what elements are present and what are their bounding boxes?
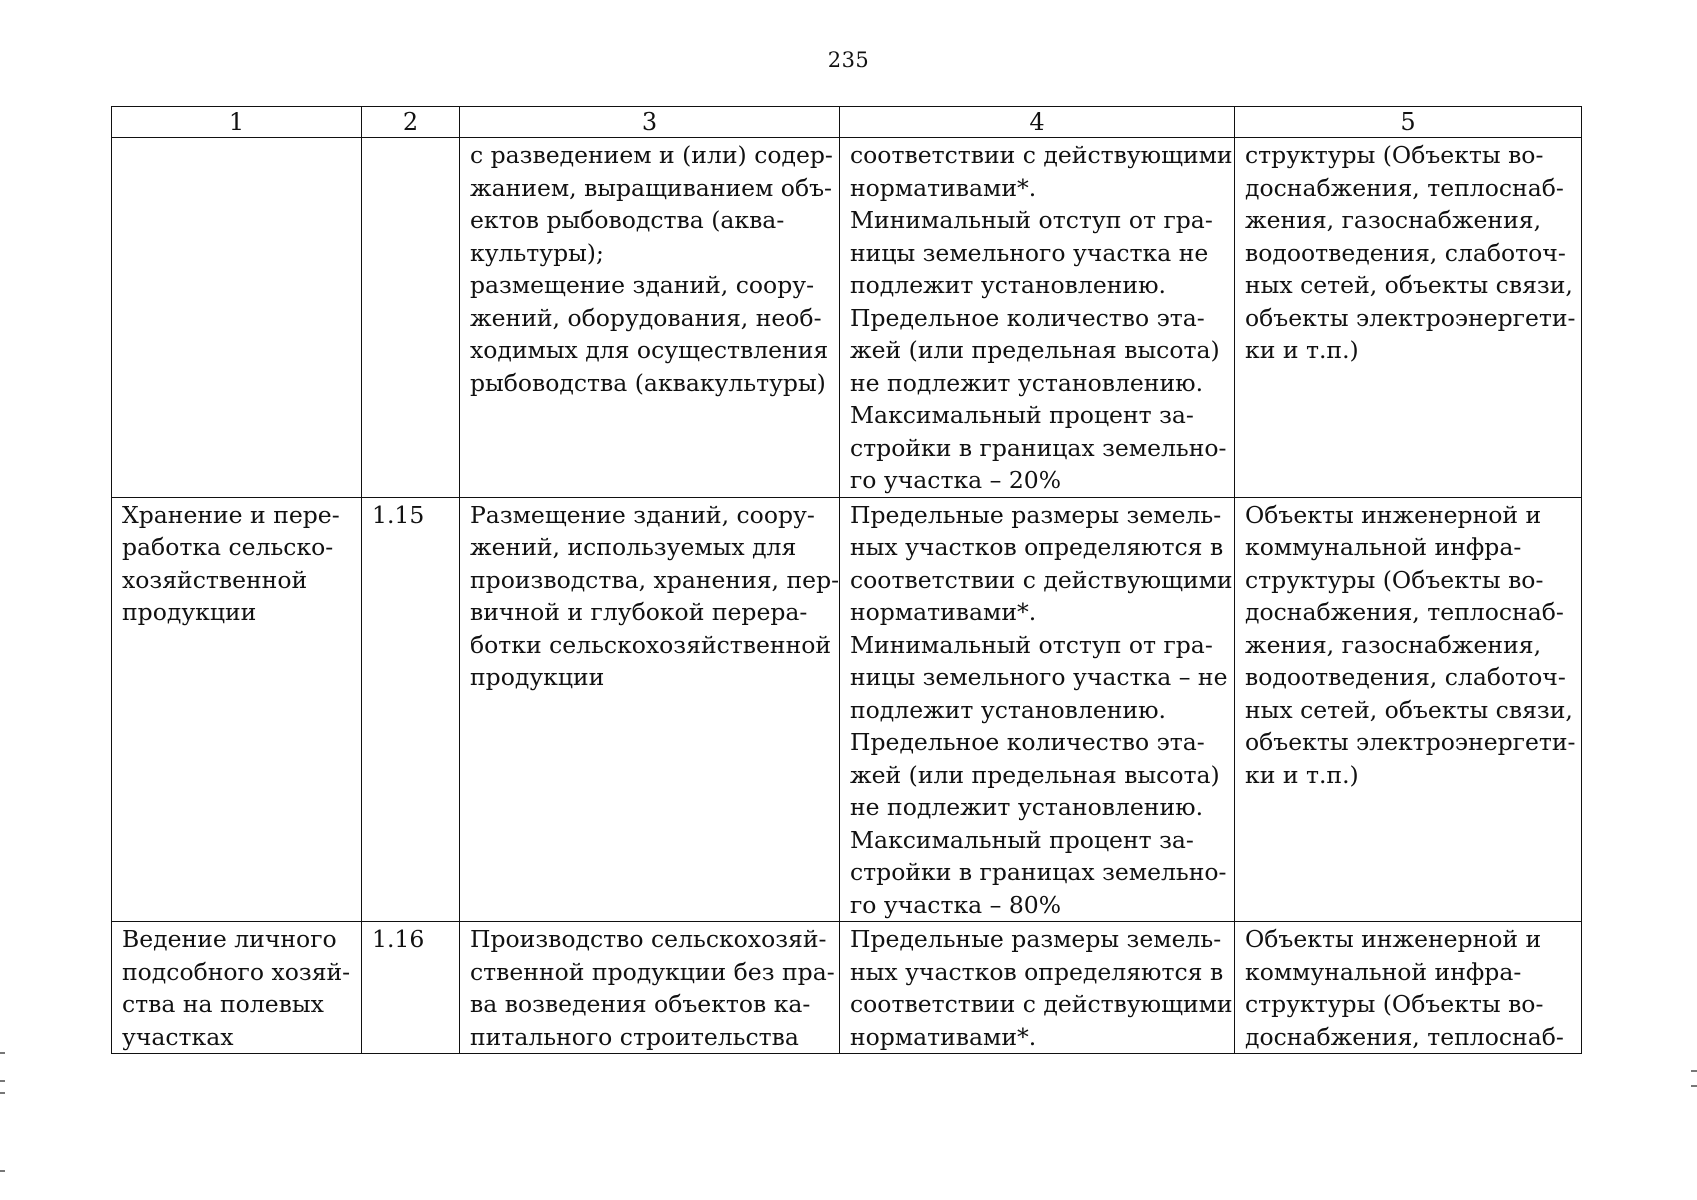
- cell-text-line: ных сетей, объекты связи,: [1245, 695, 1573, 724]
- column-header-2: 2: [362, 107, 460, 138]
- cell-text-line: стройки в границах земельно-: [850, 858, 1227, 886]
- cell-text-line: Объекты инженерной и: [1245, 925, 1542, 953]
- cell-text-line: го участка – 20%: [850, 466, 1062, 494]
- cell-text-line: хозяйственной: [122, 565, 308, 594]
- cell-text-line: ных участков определяются в: [850, 957, 1224, 986]
- cell-text-line: жения, газоснабжения,: [1245, 206, 1542, 234]
- column-header-4: 4: [840, 107, 1235, 138]
- cell-text-line: водоотведения, слаботоч-: [1245, 238, 1566, 267]
- scan-edge-mark: [0, 1170, 5, 1172]
- scan-edge-mark: [0, 1092, 5, 1094]
- cell-text-line: ки и т.п.): [1245, 760, 1359, 789]
- cell-text-line: Минимальный отступ от гра-: [850, 630, 1213, 659]
- cell-text-line: соответствии с действующими: [850, 990, 1233, 1018]
- cell-text-line: Предельные размеры земель-: [850, 925, 1222, 953]
- cell-text-line: коммунальной инфра-: [1245, 533, 1522, 561]
- cell-text-line: коммунальной инфра-: [1245, 957, 1522, 986]
- cell-text-line: с разведением и (или) содер-: [470, 141, 833, 169]
- cell-text-line: структуры (Объекты во-: [1245, 141, 1544, 169]
- table-row: [112, 922, 1582, 1054]
- cell-text-line: водоотведения, слаботоч-: [1245, 663, 1566, 691]
- cell-text-line: жений, оборудования, необ-: [470, 303, 822, 332]
- cell-text-line: не подлежит установлению.: [850, 368, 1204, 397]
- cell-text-line: ки и т.п.): [1245, 336, 1359, 364]
- cell-text-line: подлежит установлению.: [850, 271, 1166, 299]
- zoning-table: [111, 106, 1582, 1054]
- cell-text-line: Максимальный процент за-: [850, 401, 1194, 429]
- table-cell-col-4: [840, 922, 1235, 1054]
- table-cell-col-3: [460, 497, 840, 922]
- cell-text-line: ектов рыбоводства (аква-: [470, 206, 785, 234]
- cell-text-line: Максимальный процент за-: [850, 825, 1194, 854]
- cell-text-line: Предельное количество эта-: [850, 303, 1205, 332]
- cell-text-line: продукции: [470, 663, 605, 691]
- cell-text-line: рыбоводства (аквакультуры): [470, 368, 826, 397]
- cell-text-line: доснабжения, теплоснаб-: [1245, 1022, 1564, 1051]
- table-cell-col-1: [112, 922, 362, 1054]
- table-cell-col-2: [362, 497, 460, 922]
- scan-edge-mark: [1691, 1085, 1697, 1087]
- cell-text-line: Предельные размеры земель-: [850, 500, 1222, 529]
- cell-text-line: производства, хранения, пер-: [470, 565, 840, 594]
- cell-text-line: Производство сельскохозяй-: [470, 925, 827, 953]
- page-number: 235: [827, 48, 870, 72]
- cell-text-line: ных сетей, объекты связи,: [1245, 271, 1573, 299]
- table-row: [112, 138, 1582, 498]
- column-header-5: 5: [1235, 107, 1582, 138]
- cell-text-line: участках: [122, 1022, 234, 1051]
- column-header-1: 1: [112, 107, 362, 138]
- cell-text-line: объекты электроэнергети-: [1245, 728, 1576, 756]
- cell-text-line: нормативами*.: [850, 1022, 1037, 1051]
- cell-text-line: ницы земельного участка – не: [850, 663, 1228, 691]
- cell-text-line: Размещение зданий, соору-: [470, 500, 815, 529]
- cell-text-line: подлежит установлению.: [850, 695, 1166, 724]
- cell-text-line: доснабжения, теплоснаб-: [1245, 173, 1564, 202]
- cell-text-line: жей (или предельная высота): [850, 760, 1220, 789]
- cell-text-line: ства на полевых: [122, 990, 324, 1018]
- cell-text-line: Ведение личного: [122, 925, 337, 953]
- cell-text-line: 1.16: [372, 925, 425, 953]
- cell-text-line: ницы земельного участка не: [850, 238, 1209, 267]
- table-cell-col-3: [460, 138, 840, 498]
- cell-text-line: не подлежит установлению.: [850, 793, 1204, 821]
- cell-text-line: 1.15: [372, 500, 425, 529]
- column-header-3: 3: [460, 107, 840, 138]
- cell-text-line: ботки сельскохозяйственной: [470, 630, 832, 659]
- cell-text-line: стройки в границах земельно-: [850, 433, 1227, 462]
- table-cell-col-1: [112, 138, 362, 498]
- cell-text-line: Объекты инженерной и: [1245, 500, 1542, 529]
- table-cell-col-5: [1235, 922, 1582, 1054]
- cell-text-line: го участка – 80%: [850, 890, 1062, 919]
- table-cell-col-2: [362, 922, 460, 1054]
- cell-text-line: доснабжения, теплоснаб-: [1245, 598, 1564, 626]
- table-cell-col-3: [460, 922, 840, 1054]
- cell-text-line: подсобного хозяй-: [122, 957, 351, 986]
- table-cell-col-4: [840, 138, 1235, 498]
- table-cell-col-1: [112, 497, 362, 922]
- cell-text-line: структуры (Объекты во-: [1245, 565, 1544, 594]
- scan-edge-mark: [0, 1052, 5, 1054]
- cell-text-line: ва возведения объектов ка-: [470, 990, 811, 1018]
- cell-text-line: питального строительства: [470, 1022, 799, 1051]
- cell-text-line: нормативами*.: [850, 598, 1037, 626]
- cell-text-line: ходимых для осуществления: [470, 336, 829, 364]
- cell-text-line: соответствии с действующими: [850, 565, 1233, 594]
- cell-text-line: жей (или предельная высота): [850, 336, 1220, 364]
- cell-text-line: Предельное количество эта-: [850, 728, 1205, 756]
- cell-text-line: жанием, выращиванием объ-: [470, 173, 832, 202]
- cell-text-line: объекты электроэнергети-: [1245, 303, 1576, 332]
- cell-text-line: жений, используемых для: [470, 533, 797, 561]
- cell-text-line: структуры (Объекты во-: [1245, 990, 1544, 1018]
- cell-text-line: нормативами*.: [850, 173, 1037, 202]
- cell-text-line: соответствии с действующими: [850, 141, 1233, 169]
- table-cell-col-5: [1235, 497, 1582, 922]
- cell-text-line: работка сельско-: [122, 533, 334, 561]
- cell-text-line: жения, газоснабжения,: [1245, 630, 1542, 659]
- cell-text-line: культуры);: [470, 238, 604, 267]
- cell-text-line: Минимальный отступ от гра-: [850, 206, 1213, 234]
- cell-text-line: Хранение и пере-: [122, 500, 340, 529]
- cell-text-line: ственной продукции без пра-: [470, 957, 835, 986]
- table-cell-col-2: [362, 138, 460, 498]
- cell-text-line: размещение зданий, соору-: [470, 271, 815, 299]
- column-number-row: [112, 107, 1582, 138]
- cell-text-line: ных участков определяются в: [850, 533, 1224, 561]
- table-cell-col-4: [840, 497, 1235, 922]
- table-row: [112, 497, 1582, 922]
- cell-text-line: вичной и глубокой перера-: [470, 598, 808, 626]
- cell-text-line: продукции: [122, 598, 257, 626]
- table-cell-col-5: [1235, 138, 1582, 498]
- scan-edge-mark: [0, 1080, 5, 1082]
- scan-edge-mark: [1691, 1070, 1697, 1072]
